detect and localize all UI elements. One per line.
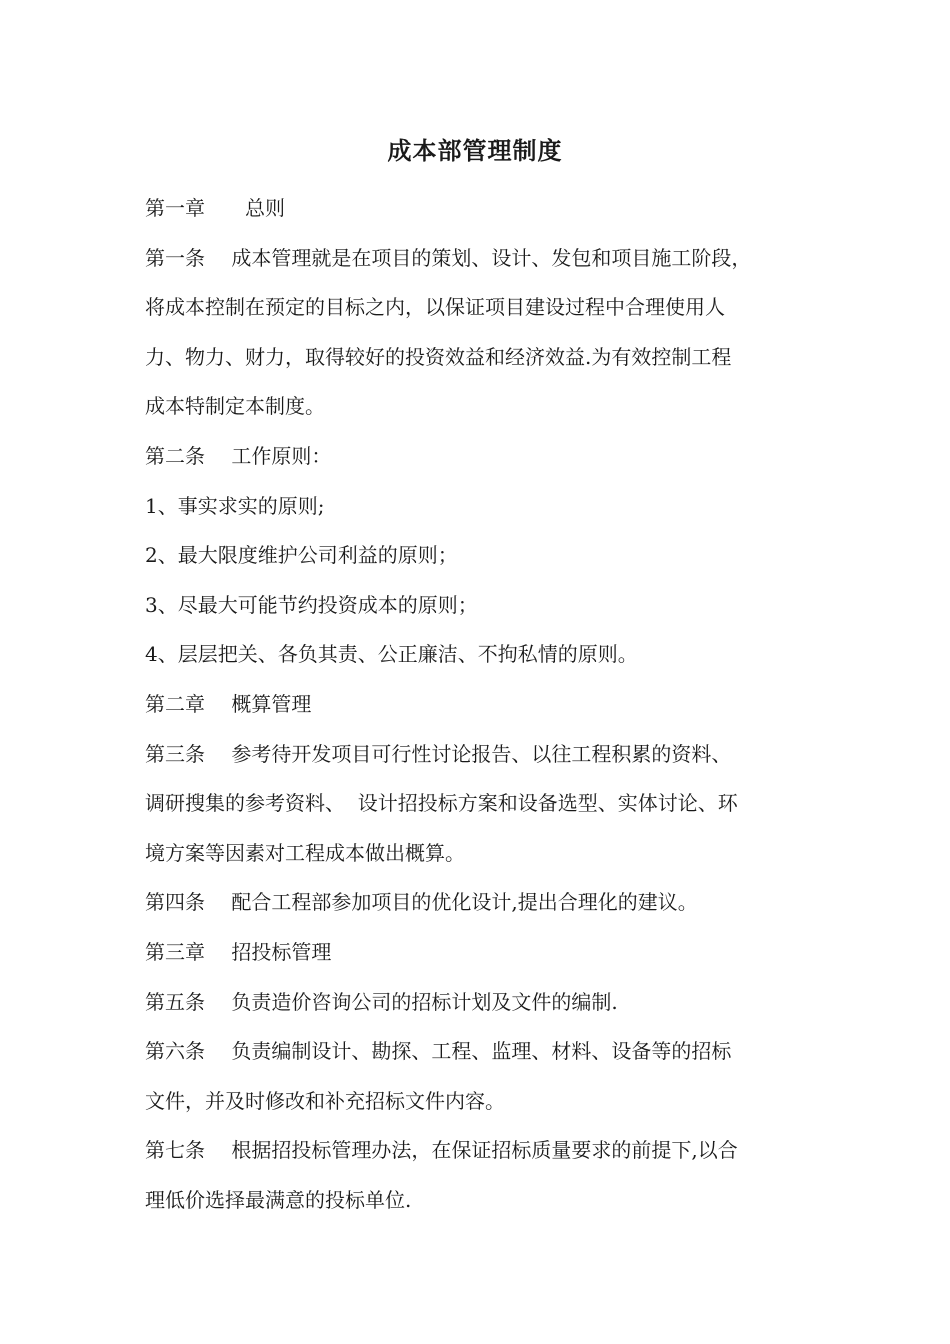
article-line: 第五条 负责造价咨询公司的招标计划及文件的编制. [145, 989, 618, 1014]
list-item: 2、最大限度维护公司利益的原则； [145, 543, 458, 568]
chapter-heading: 第三章 招投标管理 [145, 939, 332, 964]
article-line: 第七条 根据招投标管理办法，在保证招标质量要求的前提下,以合 [145, 1138, 738, 1163]
article-line: 力、物力、财力，取得较好的投资效益和经济效益.为有效控制工程 [145, 344, 732, 369]
list-item: 3、尽最大可能节约投资成本的原则； [145, 592, 478, 617]
article-line: 境方案等因素对工程成本做出概算。 [145, 840, 465, 865]
article-line: 文件，并及时修改和补充招标文件内容。 [145, 1088, 505, 1113]
article-line: 第二条 工作原则： [145, 443, 332, 468]
article-line: 第六条 负责编制设计、勘探、工程、监理、材料、设备等的招标 [145, 1039, 732, 1064]
article-line: 将成本控制在预定的目标之内，以保证项目建设过程中合理使用人 [145, 295, 725, 320]
article-line: 理低价选择最满意的投标单位. [145, 1187, 412, 1212]
article-line: 第四条 配合工程部参加项目的优化设计,提出合理化的建议。 [145, 890, 698, 915]
list-item: 4、层层把关、各负其责、公正廉洁、不拘私情的原则。 [145, 642, 638, 667]
document-body [145, 184, 815, 1225]
article-line: 第一条 成本管理就是在项目的策划、设计、发包和项目施工阶段， [145, 245, 752, 270]
article-line: 成本特制定本制度。 [145, 394, 325, 419]
chapter-heading: 第一章 总则 [145, 196, 285, 220]
document-title: 成本部管理制度 [387, 137, 563, 165]
chapter-heading: 第二章 概算管理 [145, 691, 312, 716]
article-line: 第三条 参考待开发项目可行性讨论报告、以往工程积累的资料、 [145, 741, 732, 766]
list-item: 1、事实求实的原则; [145, 493, 325, 518]
article-line: 调研搜集的参考资料、 设计招投标方案和设备选型、实体讨论、环 [145, 791, 738, 816]
